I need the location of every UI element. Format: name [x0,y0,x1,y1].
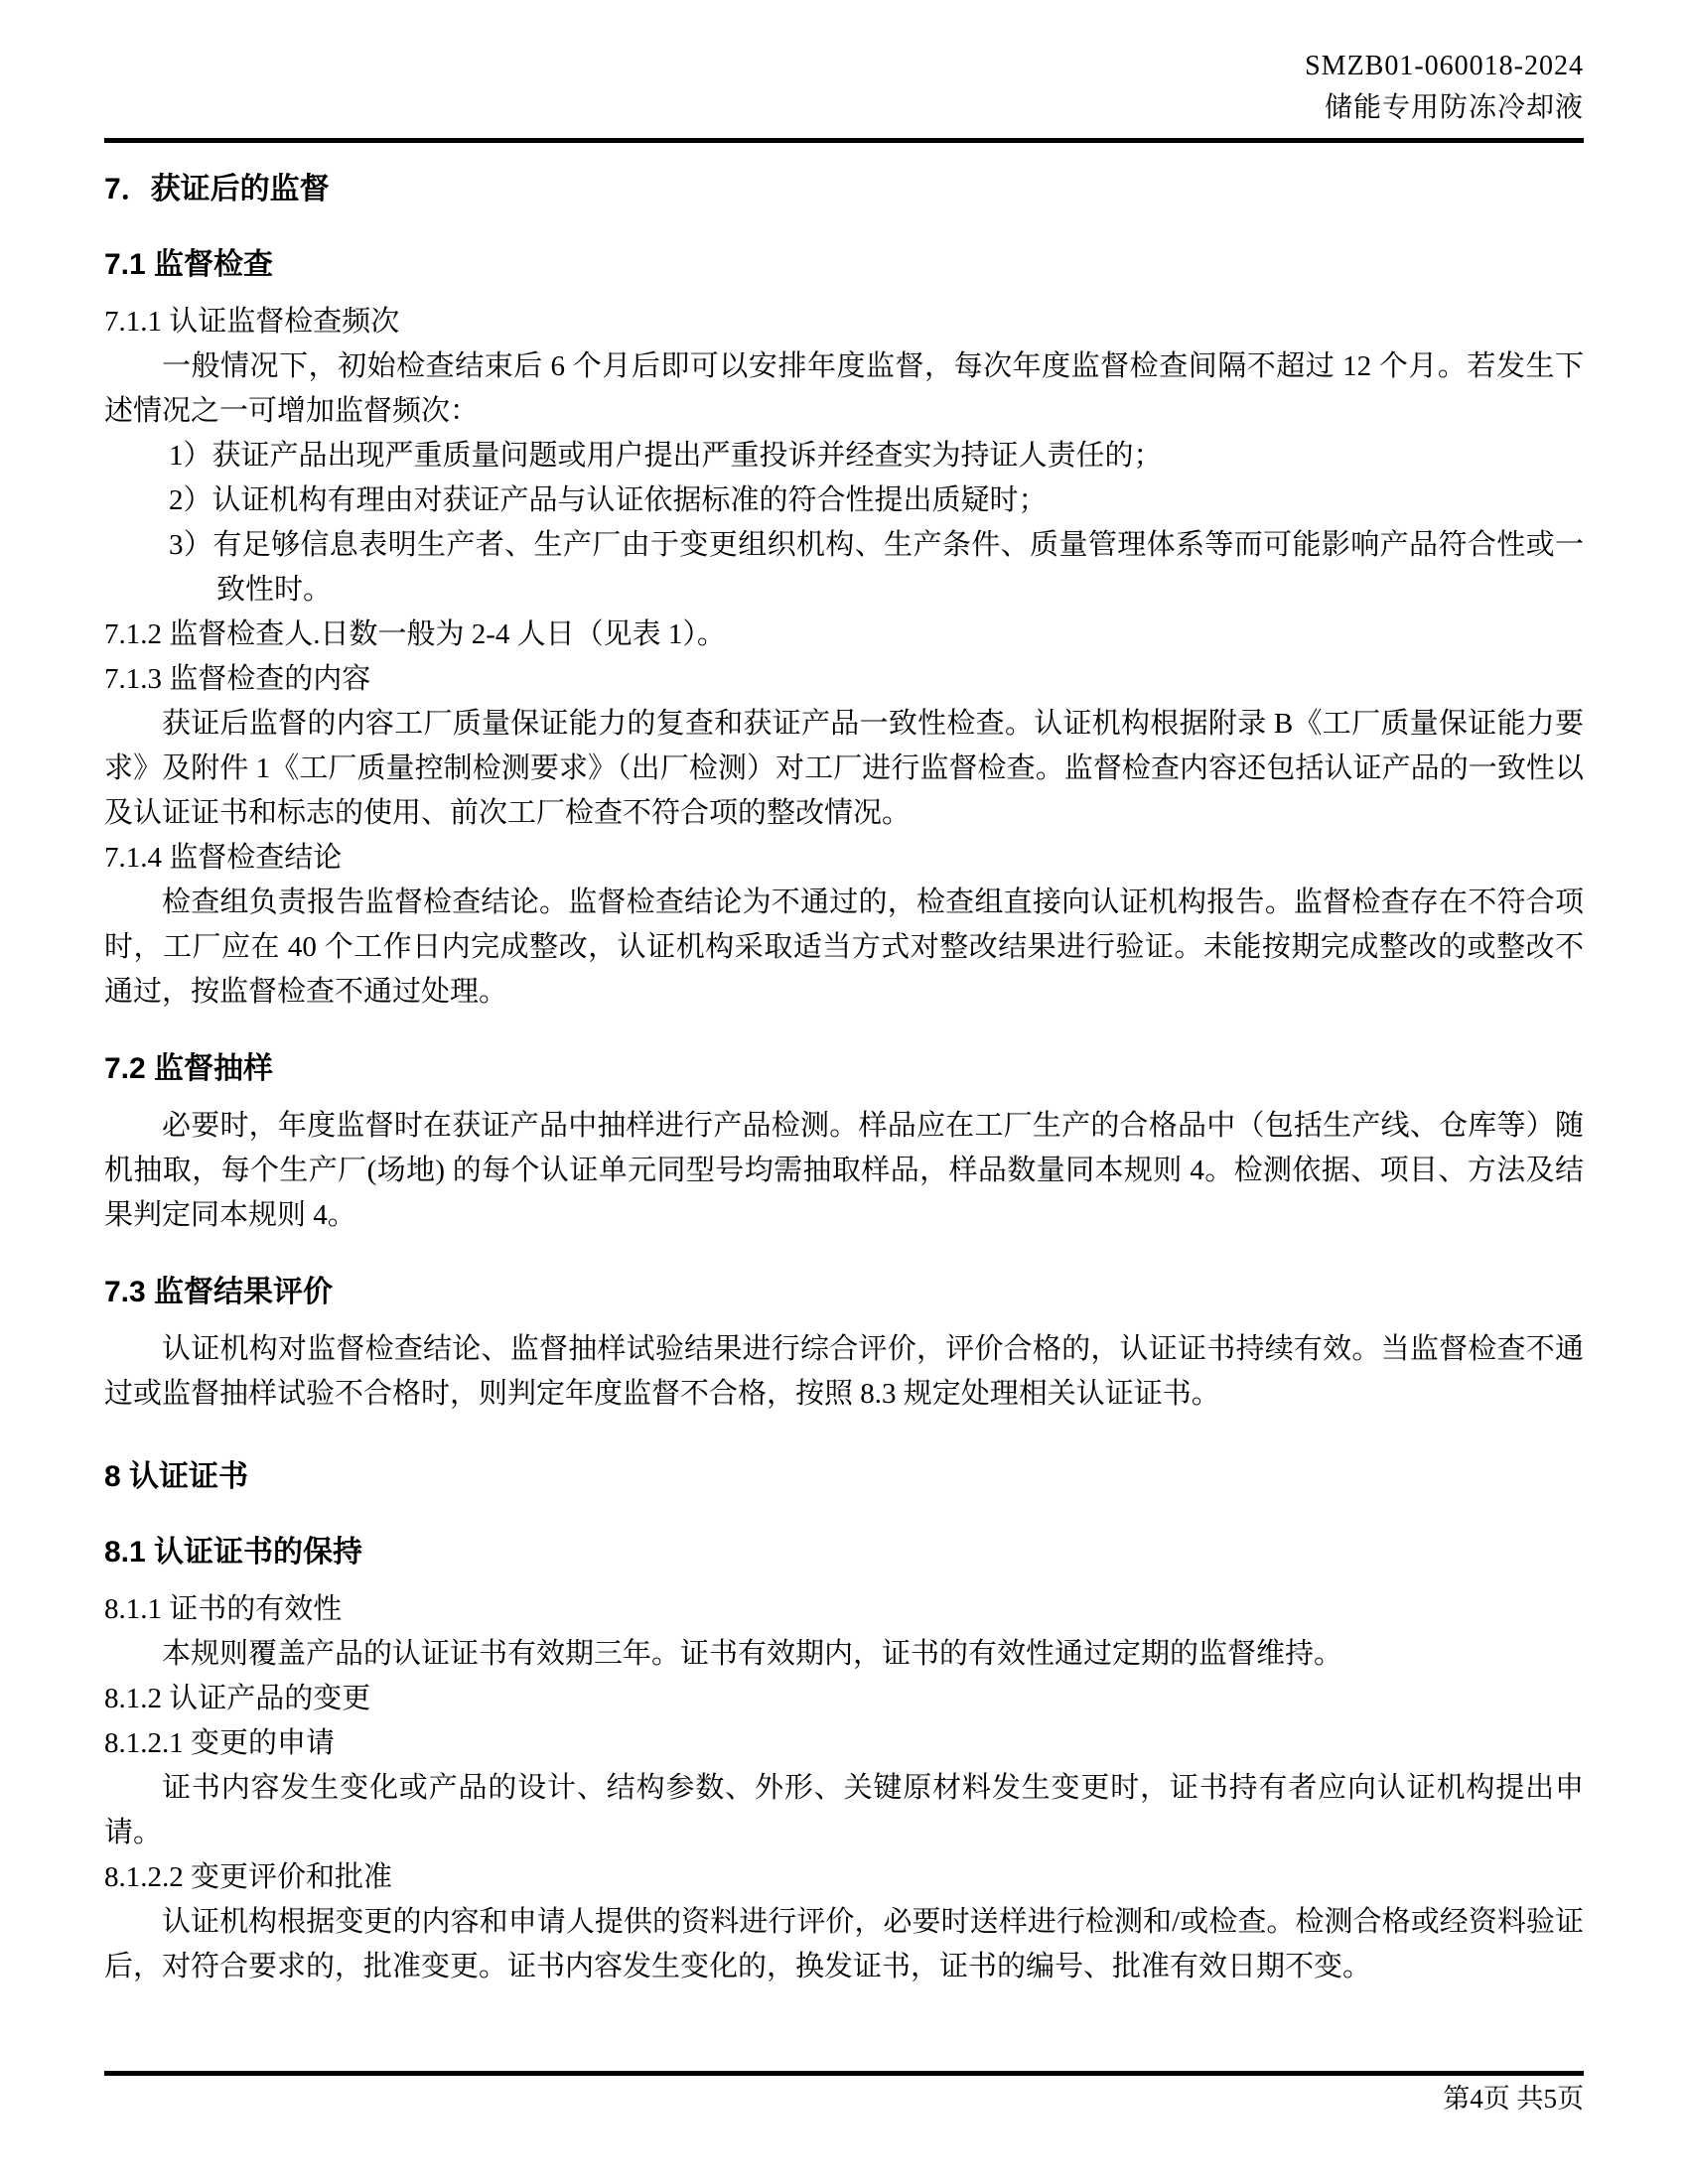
doc-title: 储能专用防冻冷却液 [1324,92,1584,123]
heading-7-1-3: 7.1.3 监督检查的内容 [104,663,371,695]
paragraph-change-application: 证书内容发生变化或产品的设计、结构参数、外形、关键原材料发生变更时，证书持有者应向认证机构提出申请。 [104,1772,1584,1848]
paragraph-supervision-content: 获证后监督的内容工厂质量保证能力的复查和获证产品一致性检查。认证机构根据附录 B《工厂质量保证能力要求》及附件 1《工厂质量控制检测要求》（出厂检测）对工厂进行监督检查。监督检查内容还包括认证产品的一致性以及认证证书和标志的使用、前次工厂检查不符合项的整改情况。 [104,708,1584,829]
heading-8: 8 认证证书 [104,1460,249,1493]
footer-divider [104,2071,1584,2076]
heading-7-1-4: 7.1.4 监督检查结论 [104,842,343,874]
heading-8-1-1: 8.1.1 证书的有效性 [104,1593,343,1625]
list-item-2: 2）认证机构有理由对获证产品与认证依据标准的符合性提出质疑时； [169,484,1048,516]
heading-8-1-2: 8.1.2 认证产品的变更 [104,1683,371,1714]
paragraph-supervision-sampling: 必要时，年度监督时在获证产品中抽样进行产品检测。样品应在工厂生产的合格品中（包括生产线、仓库等）随机抽取，每个生产厂(场地) 的每个认证单元同型号均需抽取样品，样品数量同本规则 4。检测依据、项目、方法及结果判定同本规则 4。 [104,1110,1584,1231]
doc-number: SMZB01-060018-2024 [1305,51,1584,81]
paragraph-supervision-conclusion: 检查组负责报告监督检查结论。监督检查结论为不通过的，检查组直接向认证机构报告。监督检查存在不符合项时，工厂应在 40 个工作日内完成整改，认证机构采取适当方式对整改结果进行验证。未能按期完成整改的或整改不通过，按监督检查不通过处理。 [104,887,1584,1008]
page-footer [104,2071,1584,2118]
page-header [1305,46,1584,129]
header-divider [104,138,1584,143]
heading-7-3: 7.3 监督结果评价 [104,1276,334,1308]
heading-8-1: 8.1 认证证书的保持 [104,1536,363,1569]
page-number: 第4页 共5页 [1443,2084,1584,2114]
paragraph-change-approval: 认证机构根据变更的内容和申请人提供的资料进行评价，必要时送样进行检测和/或检查。检测合格或经资料验证后，对符合要求的，批准变更。证书内容发生变化的，换发证书，证书的编号、批准有效日期不变。 [104,1906,1584,1982]
heading-7-1: 7.1 监督检查 [104,248,274,281]
heading-7-1-1: 7.1.1 认证监督检查频次 [104,306,400,338]
paragraph-supervision-frequency: 一般情况下，初始检查结束后 6 个月后即可以安排年度监督，每次年度监督检查间隔不超过 12 个月。若发生下述情况之一可增加监督频次： [104,350,1584,427]
list-item-1: 1）获证产品出现严重质量问题或用户提出严重投诉并经查实为持证人责任的； [169,440,1163,472]
heading-7-2: 7.2 监督抽样 [104,1052,274,1085]
paragraph-cert-validity: 本规则覆盖产品的认证证书有效期三年。证书有效期内，证书的有效性通过定期的监督维持。 [162,1638,1343,1670]
document-body [104,159,1584,1989]
paragraph-result-evaluation: 认证机构对监督检查结论、监督抽样试验结果进行综合评价，评价合格的，认证证书持续有效。当监督检查不通过或监督抽样试验不合格时，则判定年度监督不合格，按照 8.3 规定处理相关认证证书。 [104,1333,1584,1410]
heading-7-1-2: 7.1.2 监督检查人.日数一般为 2-4 人日（见表 1）。 [104,618,726,650]
heading-8-1-2-1: 8.1.2.1 变更的申请 [104,1727,336,1759]
heading-8-1-2-2: 8.1.2.2 变更评价和批准 [104,1861,393,1893]
heading-7: 7．获证后的监督 [104,173,330,205]
list-item-3: 3）有足够信息表明生产者、生产厂由于变更组织机构、生产条件、质量管理体系等而可能影响产品符合性或一致性时。 [169,529,1584,606]
